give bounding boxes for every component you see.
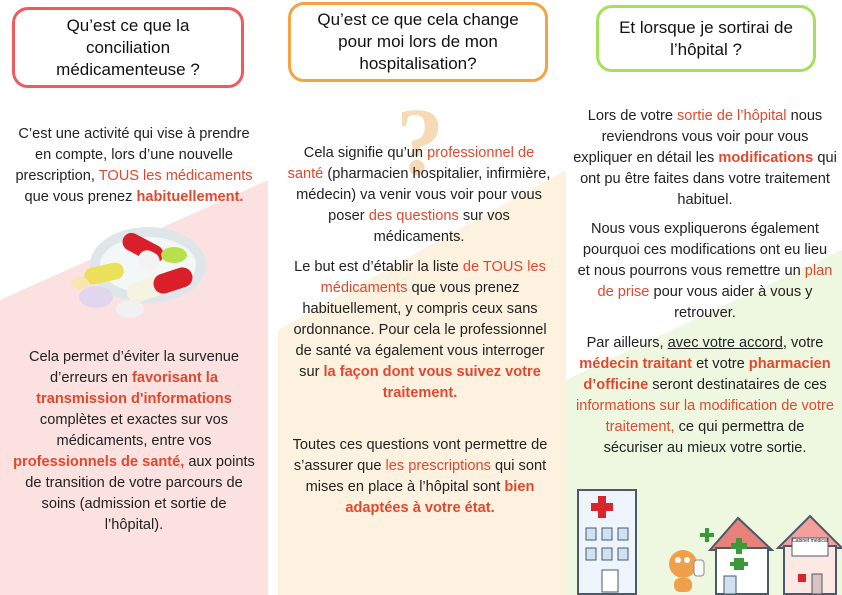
title-text: Qu’est ce que la conciliation médicamenteuse ? <box>56 15 200 79</box>
highlight-informations: informations sur la modification de votre traitement, <box>576 398 834 435</box>
question-mark-icon: ? <box>396 88 444 195</box>
highlight-modifications: modifications <box>718 150 814 166</box>
text: que vous prenez habituellement, y compris ceux sans ordonnance. Pour cela le professionnel de santé va également vous interroger sur <box>293 280 547 380</box>
text: qui sont mises en place à l’hôpital sont <box>305 458 547 495</box>
highlight-adaptees: bien adaptées à votre état. <box>345 479 535 516</box>
paragraph-questions <box>286 435 554 519</box>
hospital-icon <box>578 490 636 594</box>
text: nous reviendrons vous voir pour vous expliquer en détail les <box>573 108 823 166</box>
text: complètes et exactes sur vos médicaments, entre vos <box>39 412 229 449</box>
text: Par ailleurs, <box>586 335 668 351</box>
text: C’est une activité qui vise à prendre en compte, lors d’une nouvelle prescription, <box>15 126 250 184</box>
plus-icon <box>700 528 714 542</box>
highlight-medecin: médecin traitant <box>579 356 693 372</box>
highlight-prescriptions: les prescriptions <box>385 458 491 474</box>
column-sortie <box>566 0 842 595</box>
text: Cela permet d’éviter la survenue d’erreurs en <box>28 349 240 386</box>
mascot-icon <box>669 550 704 592</box>
highlight-professionnel-sante: professionnel de santé <box>287 145 535 182</box>
text: qui ont pu être faites dans votre traitement habituel. <box>580 150 837 208</box>
highlight-professionnels: professionnels de santé, <box>13 454 185 470</box>
text: Cela signifie qu’un <box>303 145 428 161</box>
title-hospitalisation <box>288 2 548 82</box>
text: Le but est d’établir la liste <box>294 259 463 275</box>
paragraph-recipients <box>576 333 834 459</box>
pharmacy-icon <box>710 518 772 594</box>
text: et votre <box>692 356 749 372</box>
paragraph-meaning <box>284 143 554 248</box>
highlight-tous-medicaments: de TOUS les médicaments <box>320 259 546 296</box>
text: Nous vous expliquerons également pourquoi ces modifications ont eu lieu et nous pourrons vous remettre un <box>577 221 828 279</box>
text: , votre <box>782 335 824 351</box>
text: (pharmacien hospitalier, infirmière, médecin) va venir vous voir pour vous poser <box>296 166 551 224</box>
text: aux points de transition de votre parcours de soins (admission et sortie de l’hôpital). <box>25 454 255 533</box>
paragraph-exit <box>572 106 838 211</box>
text: sur vos médicaments. <box>373 208 510 245</box>
column-hospitalisation <box>278 0 566 595</box>
title-text: Qu’est ce que cela change pour moi lors de mon hospitalisation? <box>317 10 519 73</box>
highlight-questions: des questions <box>368 208 459 224</box>
paragraph-definition <box>14 124 254 208</box>
highlight-plan-prise: plan de prise <box>597 263 833 300</box>
text: seront destinataires de ces <box>648 377 827 393</box>
text: que vous prenez <box>24 189 137 205</box>
cabinet-label: Cabinet médical <box>792 538 828 544</box>
paragraph-goal <box>284 257 556 404</box>
pills-image <box>66 225 206 330</box>
paragraph-explain <box>576 219 834 324</box>
highlight-pharmacien: pharmacien d’officine <box>583 356 831 393</box>
text: ce qui permettra de sécuriser au mieux votre sortie. <box>603 419 807 456</box>
column-conciliation <box>0 0 268 595</box>
text: Toutes ces questions vont permettre de s’assurer que <box>292 437 548 474</box>
highlight-tous-medicaments: TOUS les médicaments <box>98 168 253 184</box>
highlight-traitement: la façon dont vous suivez votre traitement. <box>323 364 541 401</box>
title-conciliation <box>12 7 244 88</box>
paragraph-purpose <box>12 347 256 536</box>
highlight-transmission: favorisant la transmission d'informations <box>36 370 232 407</box>
title-sortie <box>596 5 816 72</box>
highlight-sortie: sortie de l’hôpital <box>677 108 787 124</box>
highlight-habituellement: habituellement. <box>136 189 244 205</box>
title-text: Et lorsque je sortirai de l’hôpital ? <box>619 17 793 59</box>
underlined-accord: avec votre accord <box>667 335 783 351</box>
text: pour vous aider à vous y retrouver. <box>649 284 813 321</box>
cabinet-icon <box>778 516 842 594</box>
text: Lors de votre <box>587 108 677 124</box>
